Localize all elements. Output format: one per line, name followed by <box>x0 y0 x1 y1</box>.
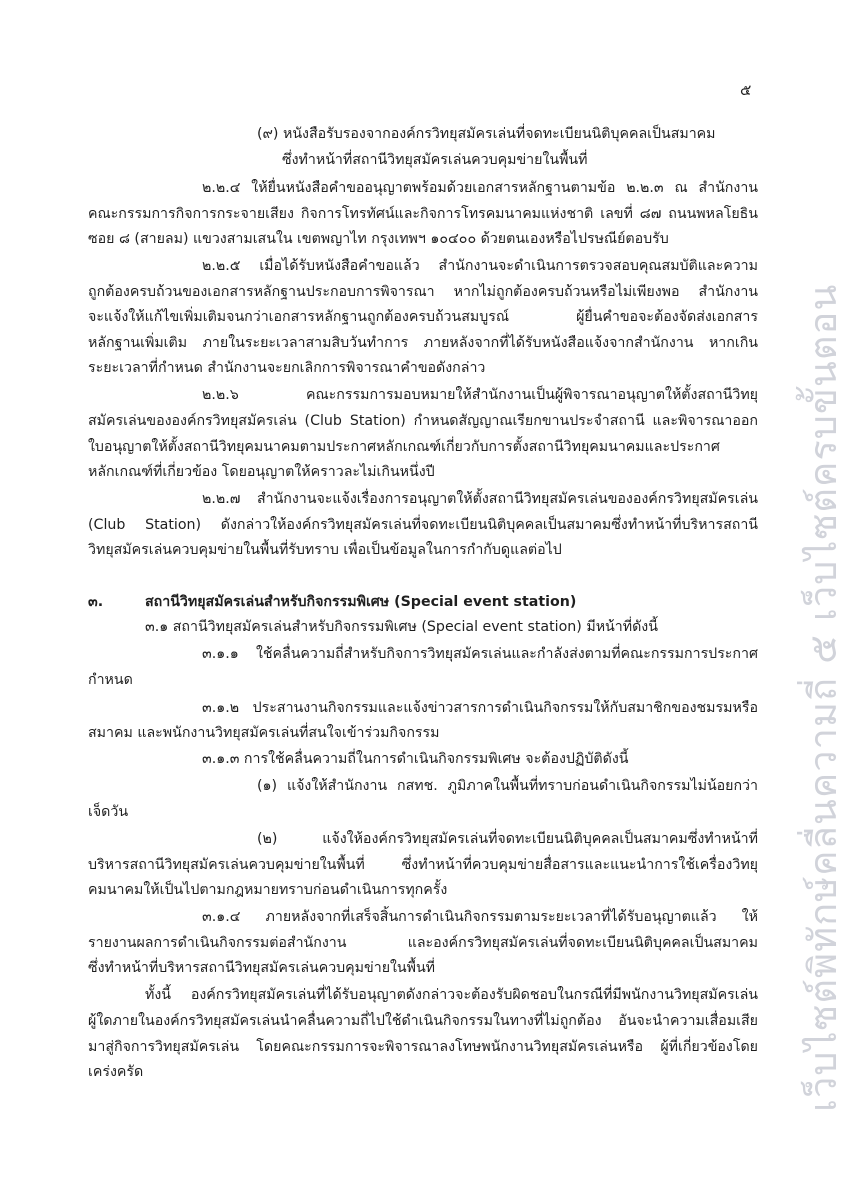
paragraph-line: คมนาคมให้เป็นไปตามกฎหมายทราบก่อนดำเนินการทุกครั้ง <box>88 882 448 898</box>
paragraph-line: ๒.๒.๔ ให้ยื่นหนังสือคำขออนุญาตพร้อมด้วยเอกสารหลักฐานตามข้อ ๒.๒.๓ ณ สำนักงาน <box>202 180 758 196</box>
paragraph-line: (๙) หนังสือรับรองจากองค์กรวิทยุสมัครเล่นที่จดทะเบียนนิติบุคคลเป็นสมาคม <box>257 126 716 142</box>
paragraph-line: ๒.๒.๕ เมื่อได้รับหนังสือคำขอแล้ว สำนักงานจะดำเนินการตรวจสอบคุณสมบัติและความ <box>202 258 758 274</box>
paragraph-line: รายงานผลการดำเนินกิจกรรมต่อสำนักงาน และองค์กรวิทยุสมัครเล่นที่จดทะเบียนนิติบุคคลเป็นสมาคม <box>88 935 758 951</box>
paragraph-line: ถูกต้องครบถ้วนของเอกสารหลักฐานประกอบการพิจารณา หากไม่ถูกต้องครบถ้วนหรือไม่เพียงพอ สำนักงาน <box>88 284 758 300</box>
paragraph-line: หลักฐานเพิ่มเติม ภายในระยะเวลาสามสิบวันทำการ ภายหลังจากที่ได้รับหนังสือแจ้งจากสำนักงาน หากเกิน <box>88 335 758 351</box>
paragraph-line: มาสู่กิจการวิทยุสมัครเล่น โดยคณะกรรมการจะพิจารณาลงโทษพนักงานวิทยุสมัครเล่นหรือ ผู้ที่เกี่ยวข้องโดย <box>88 1039 758 1055</box>
paragraph-line: ๒.๒.๖ คณะกรรมการมอบหมายให้สำนักงานเป็นผู้พิจารณาอนุญาตให้ตั้งสถานีวิทยุ <box>202 387 758 403</box>
paragraph-line: (Club Station) ดังกล่าวให้องค์กรวิทยุสมัครเล่นที่จดทะเบียนนิติบุคคลเป็นสมาคมซึ่งทำหน้าที่บริหารสถานี <box>88 517 758 533</box>
paragraph-line: เจ็ดวัน <box>88 804 129 820</box>
paragraph-line: (๑) แจ้งให้สำนักงาน กสทช. ภูมิภาคในพื้นที่ทราบก่อนดำเนินกิจกรรมไม่น้อยกว่า <box>257 778 758 794</box>
paragraph-line: สมาคม และพนักงานวิทยุสมัครเล่นที่สนใจเข้าร่วมกิจกรรม <box>88 725 440 741</box>
section-number: ๓. <box>88 594 104 610</box>
paragraph-line: ผู้ใดภายในองค์กรวิทยุสมัครเล่นนำคลื่นความถี่ไปใช้ดำเนินกิจกรรมในทางที่ไม่ถูกต้อง อันจะนำความเสื่อมเสีย <box>88 1013 758 1029</box>
paragraph-line: บริหารสถานีวิทยุสมัครเล่นควบคุมข่ายในพื้นที่ ซึ่งทำหน้าที่ควบคุมข่ายสื่อสารและแนะนำการใช้เครื่องวิทยุ <box>88 857 758 873</box>
paragraph-line: สมัครเล่นขององค์กรวิทยุสมัครเล่น (Club Station) กำหนดสัญญาณเรียกขานประจำสถานี และพิจารณาออก <box>88 413 758 429</box>
vertical-watermark: เว็บไซต์พิทักษ์คลื่นความถี่ ๕ เว็บไซต์ครบขั้นตอน <box>801 283 845 1112</box>
paragraph-line: ทั้งนี้ องค์กรวิทยุสมัครเล่นที่ได้รับอนุญาตดังกล่าวจะต้องรับผิดชอบในกรณีที่มีพนักงานวิทยุสมัครเล่น <box>145 987 758 1003</box>
paragraph-line: ๓.๑ สถานีวิทยุสมัครเล่นสำหรับกิจกรรมพิเศษ (Special event station) มีหน้าที่ดังนี้ <box>145 619 658 635</box>
paragraph-line: ซึ่งทำหน้าที่บริหารสถานีวิทยุสมัครเล่นควบคุมข่ายในพื้นที่ <box>88 960 436 976</box>
paragraph-line: ซึ่งทำหน้าที่สถานีวิทยุสมัครเล่นควบคุมข่ายในพื้นที่ <box>282 152 588 168</box>
paragraph-line: วิทยุสมัครเล่นควบคุมข่ายในพื้นที่รับทราบ เพื่อเป็นข้อมูลในการกำกับดูแลต่อไป <box>88 542 562 558</box>
paragraph-line: ๓.๑.๑ ใช้คลื่นความถี่สำหรับกิจการวิทยุสมัครเล่นและกำลังส่งตามที่คณะกรรมการประกาศ <box>202 646 758 662</box>
paragraph-line: หลักเกณฑ์ที่เกี่ยวข้อง โดยอนุญาตให้คราวละไม่เกินหนึ่งปี <box>88 464 435 480</box>
paragraph-line: กำหนด <box>88 672 133 688</box>
section-heading: สถานีวิทยุสมัครเล่นสำหรับกิจกรรมพิเศษ (Special event station) <box>145 594 577 610</box>
paragraph-line: จะแจ้งให้แก้ไขเพิ่มเติมจนกว่าเอกสารหลักฐานถูกต้องครบถ้วนสมบูรณ์ ผู้ยื่นคำขอจะต้องจัดส่งเอกสาร <box>88 309 758 325</box>
page-number: ๕ <box>740 81 752 99</box>
paragraph-line: ใบอนุญาตให้ตั้งสถานีวิทยุคมนาคมตามประกาศหลักเกณฑ์เกี่ยวกับการตั้งสถานีวิทยุคมนาคมและประกาศ <box>88 439 720 455</box>
paragraph-line: (๒) แจ้งให้องค์กรวิทยุสมัครเล่นที่จดทะเบียนนิติบุคคลเป็นสมาคมซึ่งทำหน้าที่ <box>257 831 758 847</box>
paragraph-line: เคร่งครัด <box>88 1064 144 1080</box>
paragraph-line: ซอย ๘ (สายลม) แขวงสามเสนใน เขตพญาไท กรุงเทพฯ ๑๐๔๐๐ ด้วยตนเองหรือไปรษณีย์ตอบรับ <box>88 231 669 247</box>
paragraph-line: ระยะเวลาที่กำหนด สำนักงานจะยกเลิกการพิจารณาคำขอดังกล่าว <box>88 360 486 376</box>
paragraph-line: ๓.๑.๓ การใช้คลื่นความถี่ในการดำเนินกิจกรรมพิเศษ จะต้องปฏิบัติดังนี้ <box>202 751 629 767</box>
paragraph-line: ๒.๒.๗ สำนักงานจะแจ้งเรื่องการอนุญาตให้ตั้งสถานีวิทยุสมัครเล่นขององค์กรวิทยุสมัครเล่น <box>202 491 758 507</box>
paragraph-line: คณะกรรมการกิจการกระจายเสียง กิจการโทรทัศน์และกิจการโทรคมนาคมแห่งชาติ เลขที่ ๘๗ ถนนพหลโยธิน <box>88 206 758 222</box>
paragraph-line: ๓.๑.๒ ประสานงานกิจกรรมและแจ้งข่าวสารการดำเนินกิจกรรมให้กับสมาชิกของชมรมหรือ <box>202 700 758 716</box>
paragraph-line: ๓.๑.๔ ภายหลังจากที่เสร็จสิ้นการดำเนินกิจกรรมตามระยะเวลาที่ได้รับอนุญาตแล้ว ให้ <box>202 909 758 925</box>
